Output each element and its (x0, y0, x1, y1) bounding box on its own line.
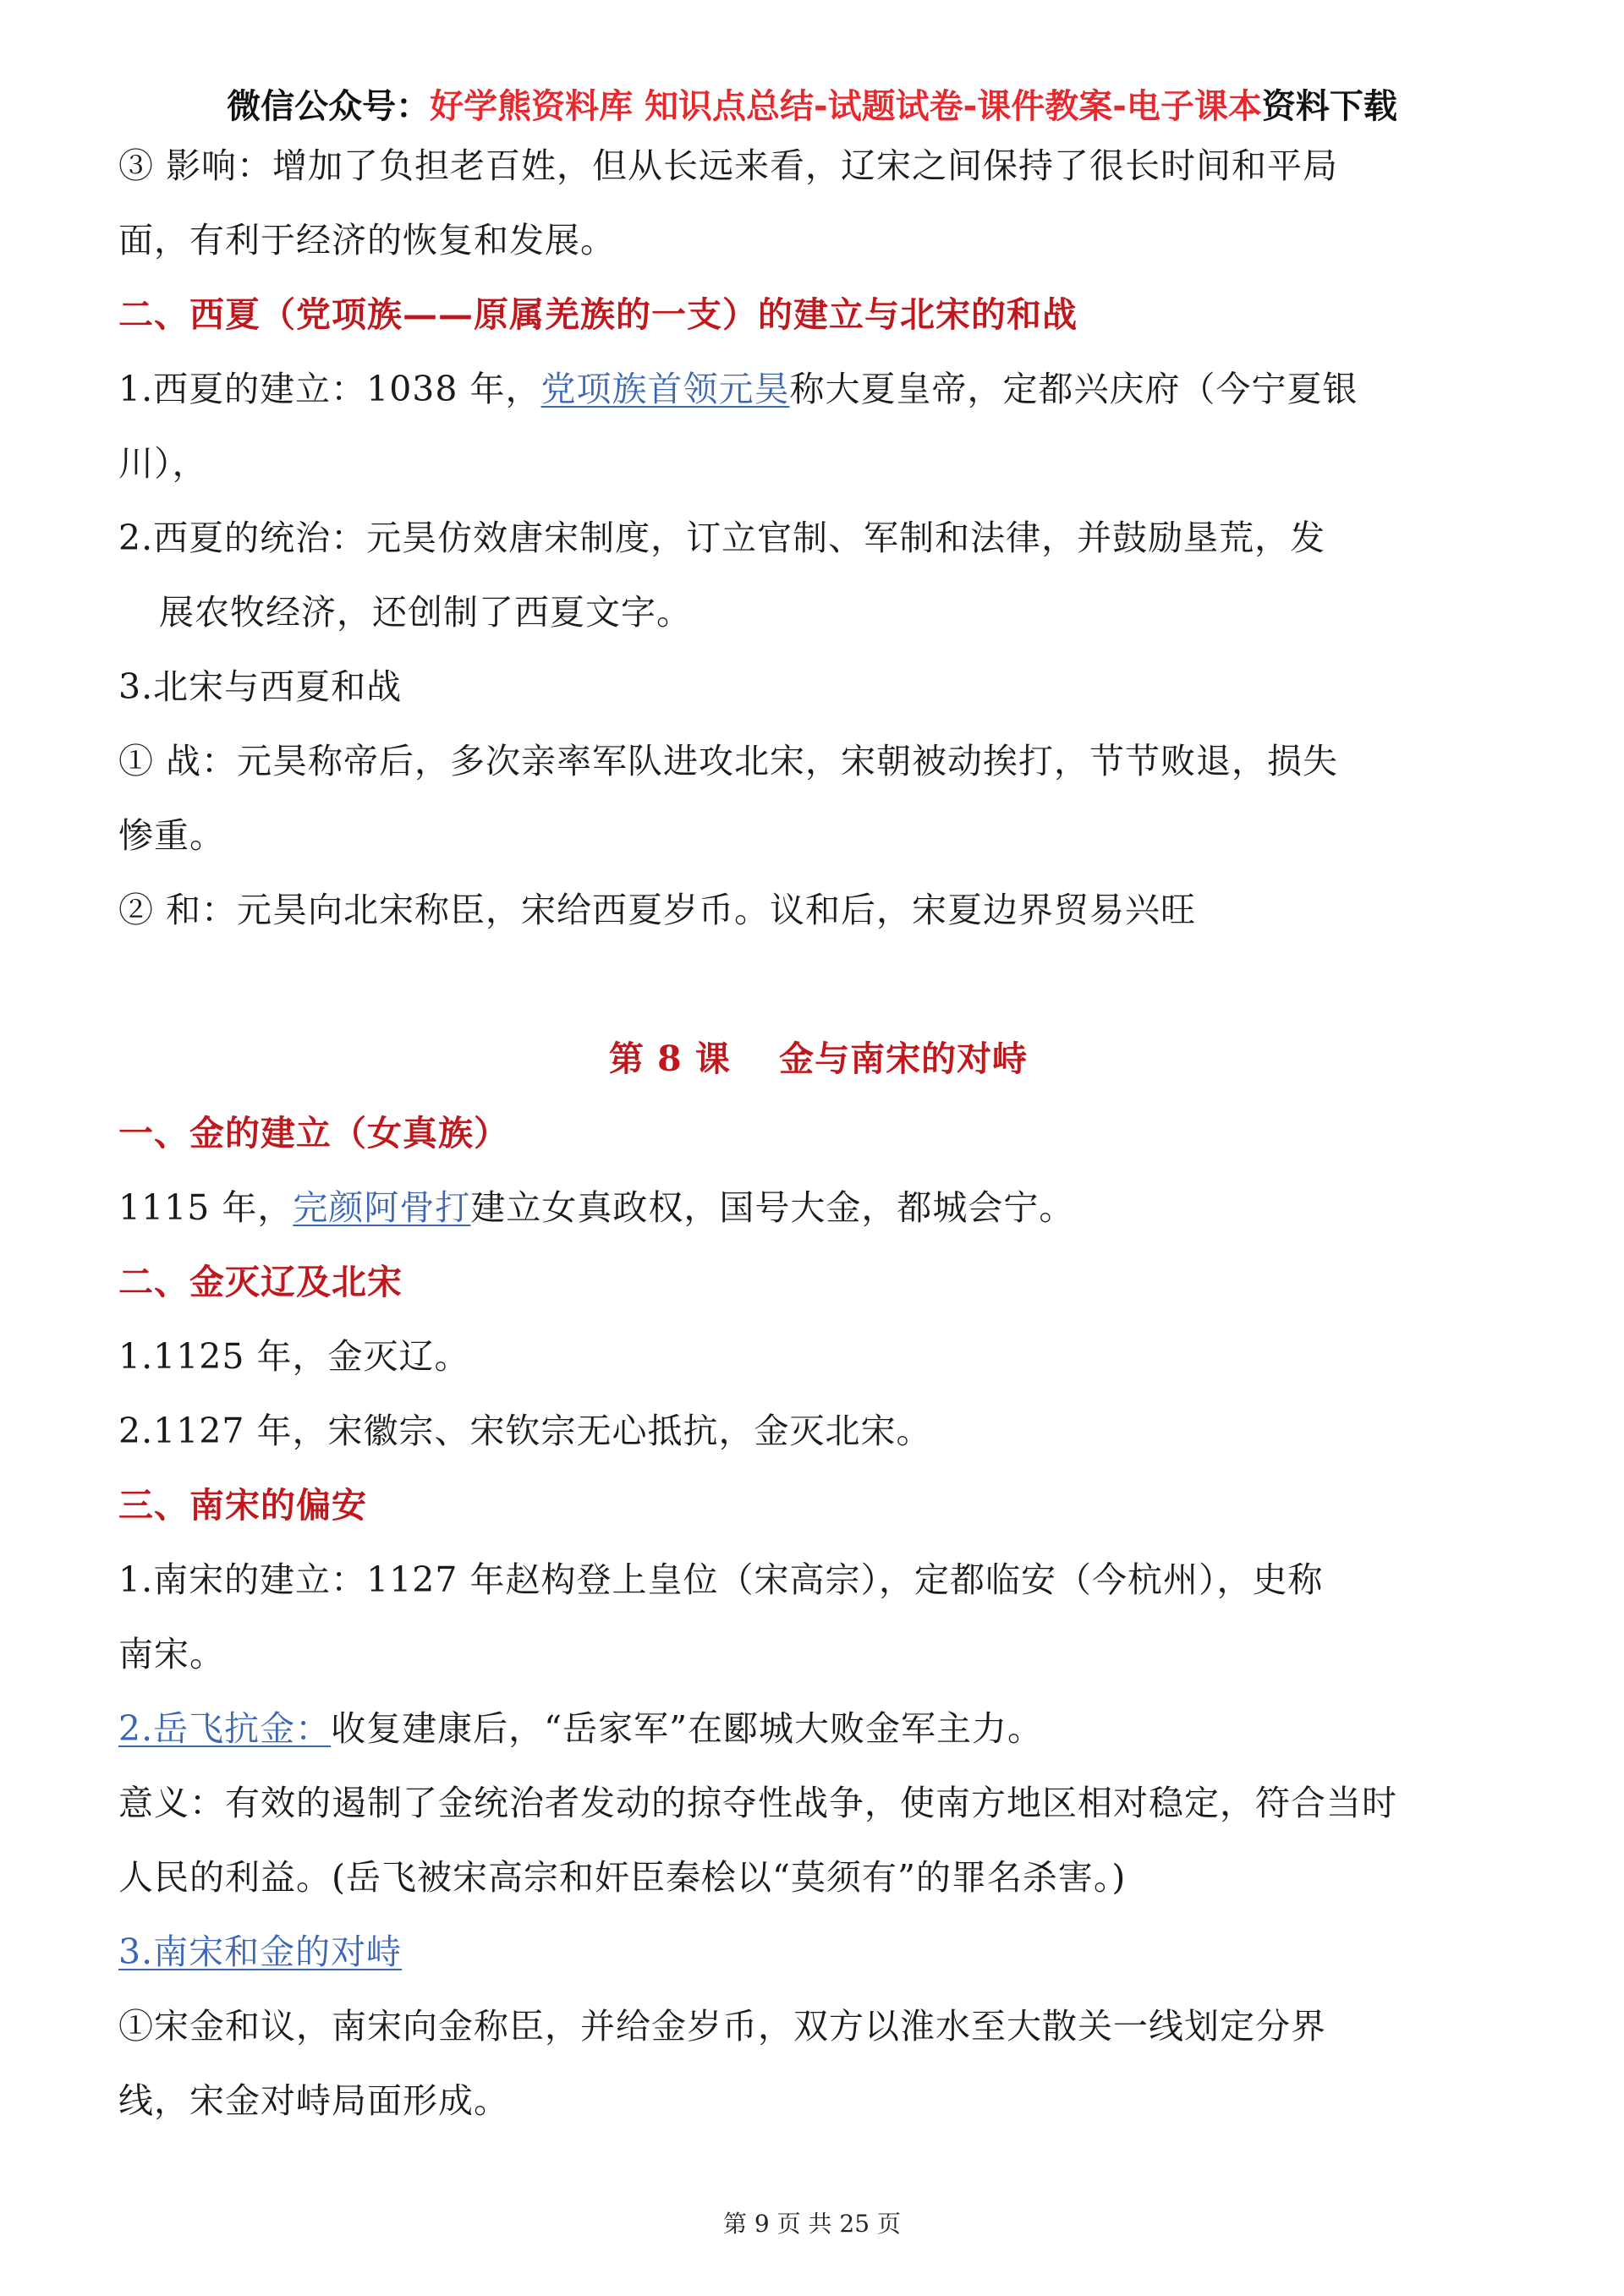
text-span: 建立女真政权，国号大金，都城会宁。 (470, 1187, 1075, 1228)
paragraph: ①宋金和议，南宋向金称臣，并给金岁币，双方以淮水至大散关一线划定分界 (118, 2006, 1326, 2047)
text-span: 收复建康后，“岳家军”在郾城大败金军主力。 (331, 1708, 1044, 1749)
paragraph: 展农牧经济，还创制了西夏文字。 (159, 592, 692, 633)
paragraph (118, 1170, 1518, 1245)
paragraph: ② 和：元昊向北宋称臣，宋给西夏岁币。议和后，宋夏边界贸易兴旺 (118, 890, 1197, 930)
paragraph: 惨重。 (118, 815, 225, 856)
lesson-title: 第 8 课 金与南宋的对峙 (608, 1038, 1029, 1079)
banner-suffix: 资料下载 (1261, 87, 1397, 126)
paragraph: 面，有利于经济的恢复和发展。 (118, 220, 616, 260)
section-heading: 一、金的建立（女真族） (118, 1113, 509, 1153)
paragraph: ① 战：元昊称帝后，多次亲率军队进攻北宋，宋朝被动挨打，节节败退，损失 (118, 741, 1339, 781)
keyword-link[interactable]: 3.南宋和金的对峙 (118, 1932, 403, 1972)
paragraph: 1.南宋的建立：1127 年赵构登上皇位（宋高宗），定都临安（今杭州），史称 (118, 1559, 1324, 1600)
text-span: 称大夏皇帝，定都兴庆府（今宁夏银 (789, 369, 1358, 409)
paragraph: 南宋。 (118, 1634, 225, 1674)
section-heading: 三、南宋的偏安 (118, 1485, 367, 1526)
paragraph: 2.1127 年，宋徽宗、宋钦宗无心抵抗，金灭北宋。 (118, 1411, 932, 1451)
paragraph (118, 1691, 1518, 1766)
document-body (118, 129, 1518, 2138)
paragraph (118, 1915, 1518, 1989)
keyword-link[interactable]: 2.岳飞抗金： (118, 1708, 332, 1749)
page-number: 第 9 页 共 25 页 (723, 2210, 901, 2238)
header-banner (0, 83, 1624, 130)
paragraph (118, 352, 1518, 426)
banner-middle: 好学熊资料库 知识点总结-试题试卷-课件教案-电子课本 (430, 87, 1262, 126)
text-span: 1.西夏的建立：1038 年， (118, 369, 541, 409)
section-heading: 二、西夏（党项族——原属羌族的一支）的建立与北宋的和战 (118, 294, 1078, 335)
paragraph: 线，宋金对峙局面形成。 (118, 2080, 509, 2121)
paragraph: 人民的利益。(岳飞被宋高宗和奸臣秦桧以“莫须有”的罪名杀害。) (118, 1857, 1127, 1898)
banner-prefix: 微信公众号： (227, 87, 431, 126)
keyword-link[interactable]: 完颜阿骨打 (293, 1187, 471, 1228)
spacer (118, 947, 1518, 1022)
paragraph: 意义：有效的遏制了金统治者发动的掠夺性战争，使南方地区相对稳定，符合当时 (118, 1783, 1397, 1823)
section-heading: 二、金灭辽及北宋 (118, 1262, 403, 1302)
paragraph: 2.西夏的统治：元昊仿效唐宋制度，订立官制、军制和法律，并鼓励垦荒，发 (118, 518, 1326, 558)
keyword-link[interactable]: 党项族首领元昊 (540, 369, 790, 409)
text-span: 1115 年， (118, 1187, 294, 1228)
paragraph: 川）， (118, 443, 208, 484)
paragraph: 1.1125 年，金灭辽。 (118, 1336, 470, 1377)
paragraph: 3.北宋与西夏和战 (118, 666, 403, 707)
paragraph: ③ 影响：增加了负担老百姓，但从长远来看，辽宋之间保持了很长时间和平局 (118, 145, 1339, 186)
